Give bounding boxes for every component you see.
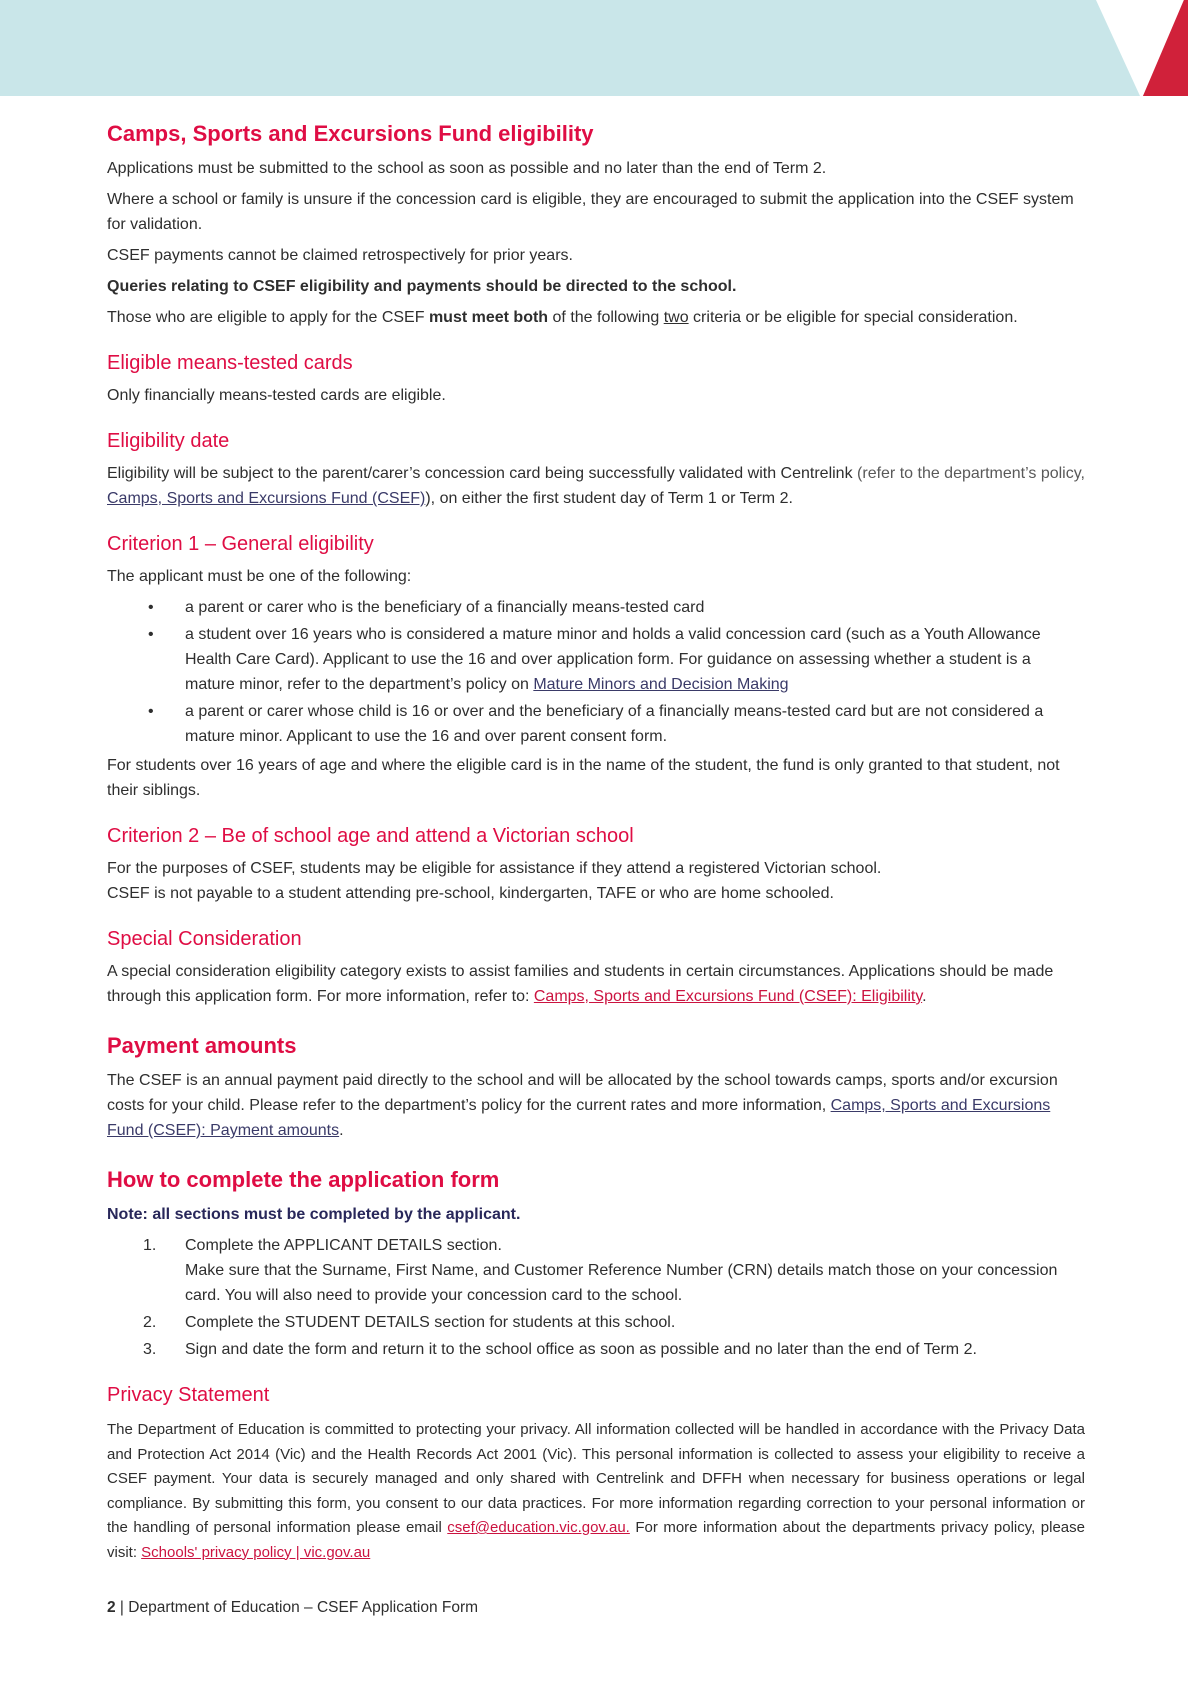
criterion-2-line-1: For the purposes of CSEF, students may be eligible for assistance if they attend a registered Victorian school. [107,860,882,877]
criteria-text-bold: must meet both [428,309,549,326]
para-eligibility-date [107,461,1085,511]
step-text [185,1233,1085,1308]
footer-page-number: 2 [107,1599,116,1616]
list-item [107,1310,1085,1335]
heading-criterion-1: Criterion 1 – General eligibility [107,533,374,555]
schools-privacy-policy-link[interactable]: Schools' privacy policy | vic.gov.au [141,1543,371,1561]
eligibility-date-policy-intro: (refer to the department’s policy, [857,465,1085,482]
bullet-text-mature-minor: a student over 16 years who is considered a mature minor and holds a valid concession card (such as a Youth Allowance Health Care Card). Applicant to use the 16 and over application form. For guidance on assessing whether a student is a mature minor, refer to the department’s policy on [185,626,1041,693]
para-privacy-statement [107,1418,1085,1565]
section-special-consideration [107,926,1085,1009]
section-csef-eligibility [107,119,1085,330]
csef-eligibility-link[interactable]: Camps, Sports and Excursions Fund (CSEF): Eligibility [533,988,923,1005]
eligibility-date-text: Eligibility will be subject to the parent/carer’s concession card being successfully validated with Centrelink [107,465,858,482]
page-footer [107,1598,478,1618]
para-eligible-cards: Only financially means-tested cards are eligible. [107,387,446,404]
criterion-1-bullet-list [107,595,1085,749]
bullet-icon: • [148,703,154,720]
para-submission-deadline: Applications must be submitted to the school as soon as possible and no later than the end of Term 2. [107,160,827,177]
document-body [107,119,1085,1565]
step-1-line-1: Complete the APPLICANT DETAILS section. [185,1237,502,1254]
footer-text: | Department of Education – CSEF Application Form [115,1599,479,1616]
para-criterion-1-outro: For students over 16 years of age and where the eligible card is in the name of the student, the fund is only granted to that student, not their siblings. [107,757,1060,799]
payment-amounts-text: The CSEF is an annual payment paid directly to the school and will be allocated by the school towards camps, sports and/or excursion costs for your child. Please refer to the department’s policy for the current rates and more information, [107,1072,1058,1114]
section-how-to-complete [107,1165,1085,1362]
special-consideration-text: A special consideration eligibility category exists to assist families and students in certain circumstances. Applications should be made through this application form. For more information, refer to: [107,963,1054,1005]
list-item [107,699,1085,749]
csef-policy-link[interactable]: Camps, Sports and Excursions Fund (CSEF) [107,490,426,507]
criteria-text-1: Those who are eligible to apply for the CSEF [107,309,429,326]
para-special-consideration [107,959,1085,1009]
bullet-text-parent-carer: a parent or carer who is the beneficiary of a financially means-tested card [185,599,705,616]
how-to-steps-list [107,1233,1085,1362]
step-number: 3. [143,1341,157,1358]
section-payment-amounts [107,1031,1085,1143]
para-retrospective: CSEF payments cannot be claimed retrospectively for prior years. [107,247,573,264]
header-red-wedge-icon [1142,0,1188,96]
criteria-text-underline: two [663,309,689,326]
list-item [107,622,1085,697]
mature-minors-link[interactable]: Mature Minors and Decision Making [533,676,789,693]
section-criterion-2 [107,823,1085,906]
criteria-text-2: of the following [548,309,664,326]
page-header-banner [0,0,1190,96]
step-1-line-2: Make sure that the Surname, First Name, and Customer Reference Number (CRN) details match those on your concession card. You will also need to provide your concession card to the school. [185,1262,1058,1304]
heading-how-to-complete: How to complete the application form [107,1167,500,1192]
heading-criterion-2: Criterion 2 – Be of school age and attend a Victorian school [107,825,634,847]
section-privacy-statement [107,1382,1085,1565]
eligibility-date-text-end: ), on either the first student day of Term 1 or Term 2. [425,490,793,507]
header-teal-band [0,0,1190,96]
list-item [107,1337,1085,1362]
heading-csef-eligibility: Camps, Sports and Excursions Fund eligibility [107,121,594,146]
para-queries: Queries relating to CSEF eligibility and payments should be directed to the school. [107,278,737,295]
para-criterion-1-intro: The applicant must be one of the following: [107,568,412,585]
privacy-text-2: For more information about the departments privacy policy, please visit: [107,1519,1085,1561]
bullet-text-parent-consent: a parent or carer whose child is 16 or over and the beneficiary of a financially means-tested card but are not considered a mature minor. Applicant to use the 16 and over parent consent form. [185,703,1044,745]
list-item [107,595,1085,620]
heading-eligible-cards: Eligible means-tested cards [107,352,353,374]
bullet-icon: • [148,626,154,643]
criterion-2-line-2: CSEF is not payable to a student attending pre-school, kindergarten, TAFE or who are home schooled. [107,885,834,902]
heading-eligibility-date: Eligibility date [107,430,230,452]
csef-payment-amounts-link[interactable]: Camps, Sports and Excursions Fund (CSEF): Payment amounts [107,1097,1051,1139]
heading-privacy-statement: Privacy Statement [107,1384,270,1406]
section-criterion-1 [107,531,1085,803]
section-eligibility-date [107,428,1085,511]
payment-amounts-period: . [339,1122,344,1139]
step-2-text: Complete the STUDENT DETAILS section for students at this school. [185,1314,676,1331]
criteria-text-3: criteria or be eligible for special consideration. [688,309,1018,326]
step-number: 1. [143,1237,157,1254]
heading-special-consideration: Special Consideration [107,928,302,950]
special-consideration-period: . [922,988,927,1005]
step-number: 2. [143,1314,157,1331]
para-criterion-2 [107,856,1085,906]
para-payment-amounts [107,1068,1085,1143]
para-note-all-sections: Note: all sections must be completed by the applicant. [107,1206,521,1223]
step-3-text: Sign and date the form and return it to the school office as soon as possible and no later than the end of Term 2. [185,1341,977,1358]
para-unsure-card: Where a school or family is unsure if the concession card is eligible, they are encouraged to submit the application into the CSEF system for validation. [107,191,1074,233]
bullet-icon: • [148,599,154,616]
heading-payment-amounts: Payment amounts [107,1033,297,1058]
privacy-text-1: The Department of Education is committed to protecting your privacy. All information collected will be handled in accordance with the Privacy Data and Protection Act 2014 (Vic) and the Health Records Act 2001 (Vic). This personal information is collected to assess your eligibility to receive a CSEF payment. Your data is securely managed and only shared with Centrelink and DFFH when necessary for business operations or legal compliance. By submitting this form, you consent to our data practices. For more information regarding correction to your personal information or the handling of personal information please email [107,1421,1085,1536]
list-item [107,1233,1085,1308]
section-eligible-cards [107,350,1085,408]
para-criteria [107,305,1085,330]
csef-email-link[interactable]: csef@education.vic.gov.au. [447,1519,630,1536]
